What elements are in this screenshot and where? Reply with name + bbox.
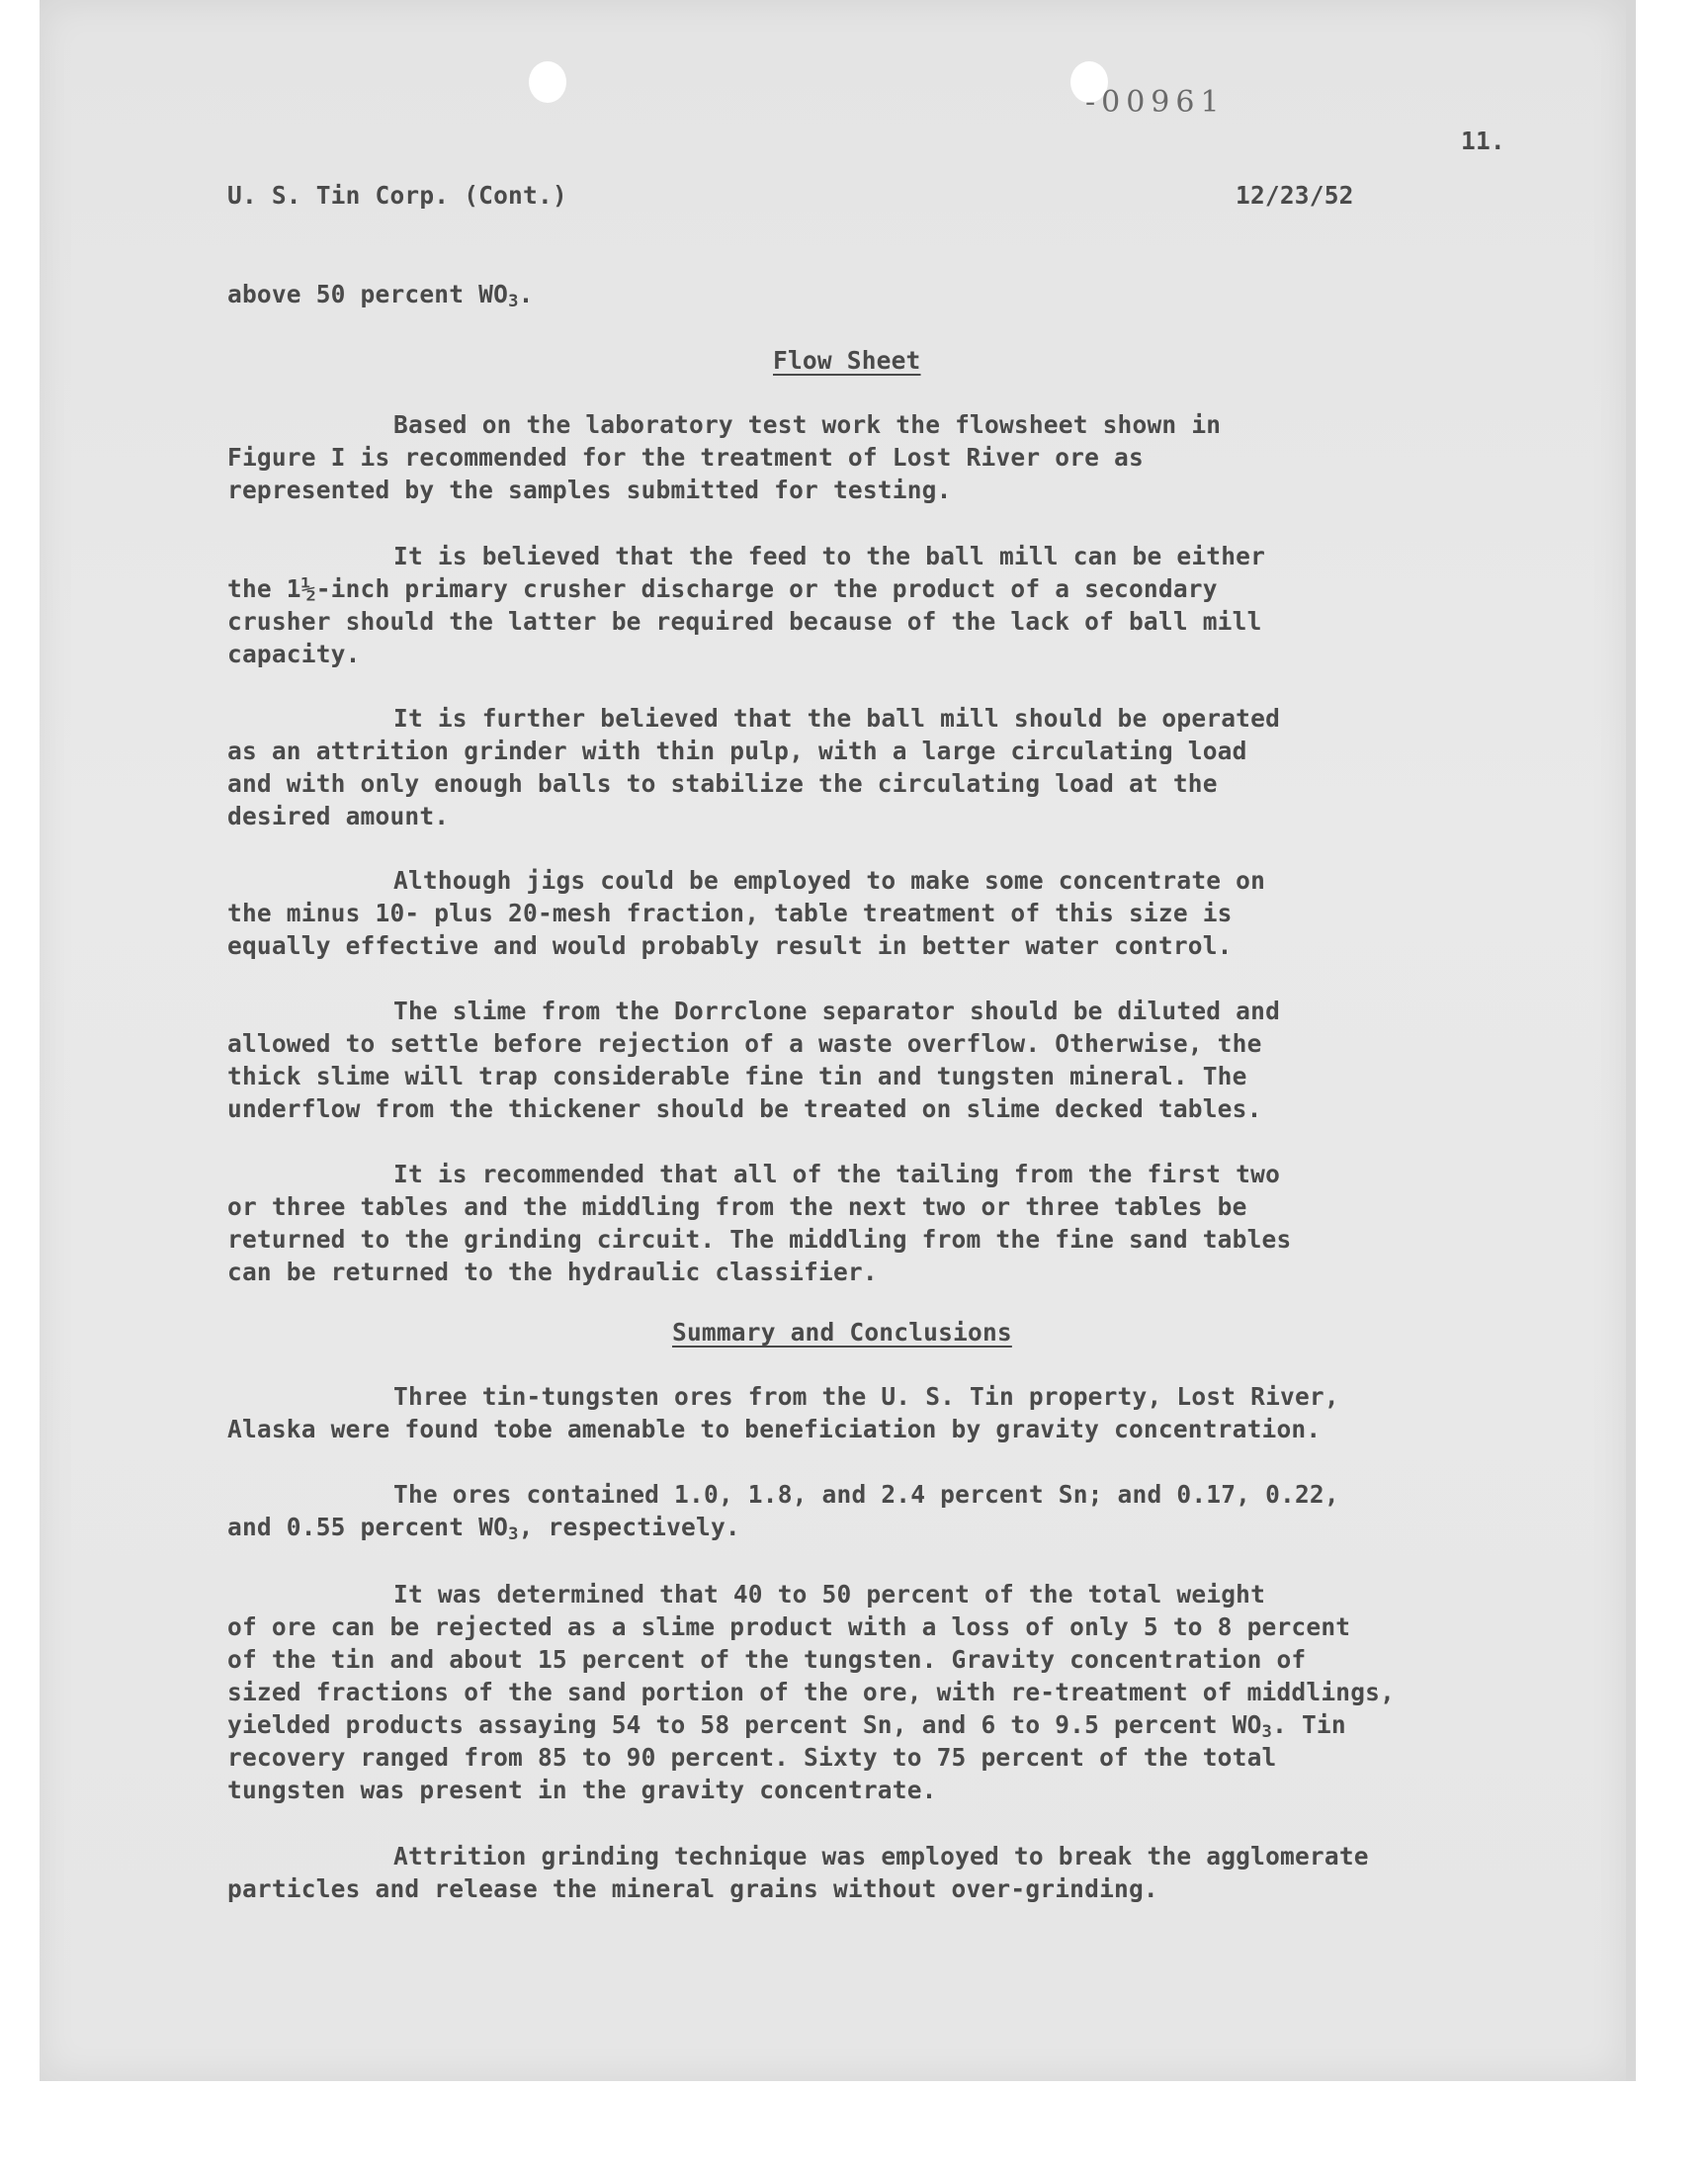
text-line: [227, 1710, 1346, 1742]
text-line: Based on the laboratory test work the flowsheet shown in: [393, 410, 1222, 439]
text-line: returned to the grinding circuit. The middling from the fine sand tables: [227, 1225, 1292, 1254]
text-segment: . Tin: [1272, 1710, 1346, 1739]
text-line: capacity.: [227, 640, 361, 668]
text-line: recovery ranged from 85 to 90 percent. Sixty to 75 percent of the total: [227, 1743, 1277, 1772]
text-line: equally effective and would probably result in better water control.: [227, 931, 1233, 960]
text-segment: yielded products assaying 54 to 58 percent Sn, and 6 to 9.5 percent WO: [227, 1710, 1262, 1739]
text-line: the minus 10- plus 20-mesh fraction, table treatment of this size is: [227, 899, 1233, 927]
text-line: Three tin-tungsten ores from the U. S. Tin property, Lost River,: [393, 1382, 1339, 1411]
flow-sheet-heading: Flow Sheet: [773, 346, 921, 375]
text-line: of ore can be rejected as a slime product with a loss of only 5 to 8 percent: [227, 1612, 1351, 1641]
text-line: [227, 1513, 740, 1544]
page-header-date: 12/23/52: [1236, 181, 1354, 210]
text-line: Figure I is recommended for the treatment of Lost River ore as: [227, 443, 1144, 472]
text-line: underflow from the thickener should be treated on slime decked tables.: [227, 1094, 1262, 1123]
text-line: represented by the samples submitted for testing.: [227, 476, 952, 504]
text-line: The slime from the Dorrclone separator should be diluted and: [393, 997, 1281, 1025]
summary-heading: Summary and Conclusions: [672, 1318, 1012, 1347]
text-segment: , respectively.: [518, 1513, 740, 1541]
text-line: or three tables and the middling from the next two or three tables be: [227, 1192, 1247, 1221]
text-line: particles and release the mineral grains without over-grinding.: [227, 1874, 1158, 1903]
text-line: as an attrition grinder with thin pulp, with a large circulating load: [227, 737, 1247, 765]
continuation-line: [227, 280, 534, 311]
text-line: desired amount.: [227, 802, 450, 830]
text-line: Attrition grinding technique was employed to break the agglomerate: [393, 1842, 1369, 1870]
text-line: allowed to settle before rejection of a waste overflow. Otherwise, the: [227, 1029, 1262, 1058]
text-line: It was determined that 40 to 50 percent of the total weight: [393, 1580, 1266, 1609]
text-line: The ores contained 1.0, 1.8, and 2.4 percent Sn; and 0.17, 0.22,: [393, 1480, 1339, 1509]
continuation-text: above 50 percent WO: [227, 280, 509, 308]
subscript: 3: [508, 292, 519, 311]
page-header-title: U. S. Tin Corp. (Cont.): [227, 181, 567, 210]
subscript: 3: [1261, 1722, 1273, 1742]
continuation-period: .: [518, 280, 534, 308]
text-line: of the tin and about 15 percent of the tungsten. Gravity concentration of: [227, 1645, 1307, 1674]
stamp-number: -00961: [1085, 85, 1226, 120]
text-line: It is recommended that all of the tailing from the first two: [393, 1160, 1281, 1188]
text-line: Although jigs could be employed to make some concentrate on: [393, 866, 1266, 895]
text-line: It is believed that the feed to the ball mill can be either: [393, 542, 1266, 570]
text-segment: and 0.55 percent WO: [227, 1513, 509, 1541]
text-line: Alaska were found tobe amenable to beneficiation by gravity concentration.: [227, 1415, 1322, 1443]
text-line: the 1½-inch primary crusher discharge or the product of a secondary: [227, 574, 1218, 603]
text-line: thick slime will trap considerable fine tin and tungsten mineral. The: [227, 1062, 1247, 1090]
text-line: and with only enough balls to stabilize the circulating load at the: [227, 769, 1218, 798]
text-line: tungsten was present in the gravity concentrate.: [227, 1776, 937, 1804]
page-number: 11.: [1461, 127, 1505, 155]
text-line: can be returned to the hydraulic classifier.: [227, 1258, 878, 1286]
text-line: crusher should the latter be required because of the lack of ball mill: [227, 607, 1262, 636]
subscript: 3: [508, 1524, 519, 1544]
text-line: sized fractions of the sand portion of the ore, with re-treatment of middlings,: [227, 1678, 1396, 1706]
text-line: It is further believed that the ball mill should be operated: [393, 704, 1281, 733]
